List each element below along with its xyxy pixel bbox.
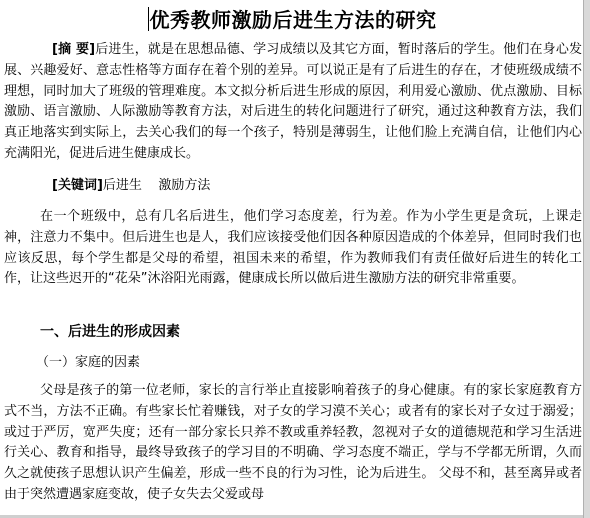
abstract-paragraph [4,40,582,165]
keywords-label: [关键词] [52,178,103,193]
body-paragraph: 父母是孩子的第一位老师，家长的言行举止直接影响着孩子的身心健康。有的家长家庭教育方式不当，方法不正确。有些家长忙着赚钱，对子女的学习漠不关心；或者有的家长对子女过于溺爱；或过于严厉，宽严失度；还有一部分家长只养不教或重养轻教，忽视对子女的道德规范和学习生活进行关心、教育和指导，最终导致孩子的学习目的不明确、学习态度不端正，学与不学都无所谓，久而久之就使孩子思想认识产生偏差，形成一些不良的行为习性，论为后进生。 父母不和，甚至离异或者由于突然遭遇家庭变故，使子女失去父爱或母 [4,383,582,502]
abstract-text: 后进生，就是在思想品德、学习成绩以及其它方面，暂时落后的学生。他们在身心发展、兴趣爱好、意志性格等方面存在着个别的差异。可以说正是有了后进生的存在，才使班级成绩不理想，同时加大了班级的管理难度。本文拟分析后进生形成的原因，利用爱心激励、优点激励、目标激励、语言激励、人际激励等教育方法，对后进生的转化问题进行了研究，通过这种教育方法，我们真正地落实到实际上，去关心我们的每一个孩子，特别是薄弱生，让他们脸上充满自信，让他们内心充满阳光，促进后进生健康成长。 [4,42,582,161]
keywords-paragraph [4,176,582,197]
section-heading: 一、后进生的形成因素 [40,324,180,340]
text-cursor [148,7,149,31]
vertical-scrollbar[interactable] [583,0,590,518]
document-title: 优秀教师激励后进生方法的研究 [149,8,437,32]
keywords-text: 后进生 激励方法 [102,178,211,193]
abstract-label: [摘 要] [52,42,96,57]
subsection-heading: （一）家庭的因素 [36,355,141,370]
title-line [0,4,584,33]
intro-paragraph: 在一个班级中，总有几名后进生，他们学习态度差，行为差。作为小学生更是贪玩，上课走神，注意力不集中。但后进生也是人，我们应该接受他们因各种原因造成的个体差异，但同时我们也应该反思，每个学生都是父母的希望，祖国未来的希望，作为教师我们有责任做好后进生的转化工作，让这些迟开的“花朵”沐浴阳光雨露，健康成长所以做后进生激励方法的研究非常重要。 [4,209,582,287]
